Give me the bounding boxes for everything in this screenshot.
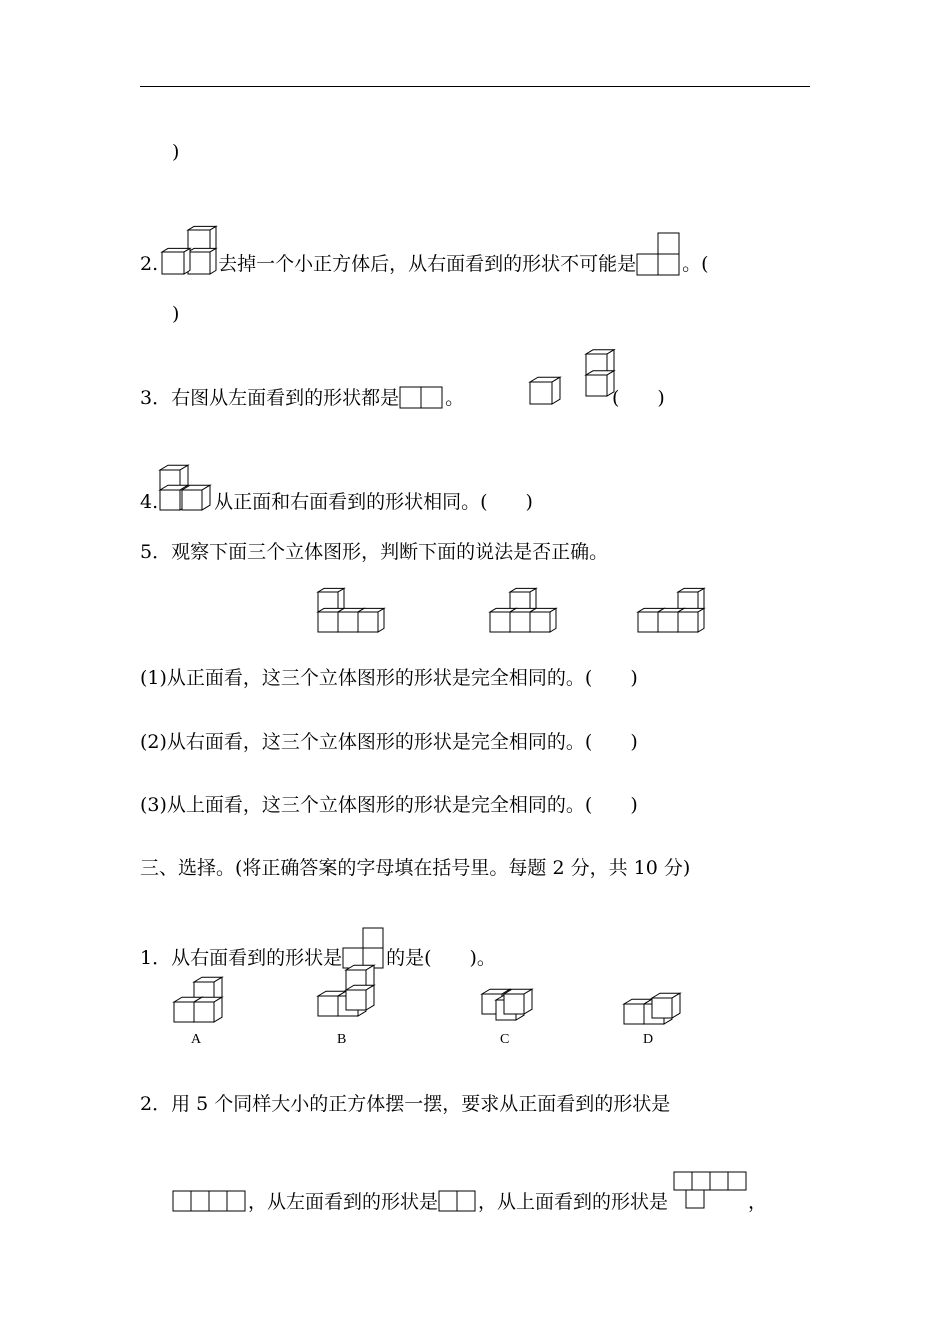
cube-figure-q5-2 bbox=[488, 586, 558, 638]
judge-q2-text: 去掉一个小正方体后，从右面看到的形状不可能是 bbox=[218, 253, 637, 275]
option-label-a: A bbox=[191, 1032, 202, 1047]
judge-q3-tail: ( ) bbox=[612, 387, 665, 409]
cube-figure-q2 bbox=[158, 224, 218, 276]
choice-q1-pre: 1．从右面看到的形状是 bbox=[140, 947, 343, 969]
judge-q2-number: 2. bbox=[140, 253, 159, 275]
option-figure-c bbox=[480, 984, 536, 1026]
choice-q2-line1: 2．用 5 个同样大小的正方体摆一摆，要求从正面看到的形状是 bbox=[140, 1093, 671, 1115]
cube-figure-q5-3 bbox=[636, 586, 706, 638]
top-view-shape bbox=[668, 1170, 748, 1214]
choice-q2-part1: ，从左面看到的形状是 bbox=[248, 1191, 439, 1213]
option-label-c: C bbox=[500, 1032, 510, 1047]
section3-heading: 三、选择。(将正确答案的字母填在括号里。每题 2 分，共 10 分) bbox=[140, 857, 691, 879]
view-shape-q3 bbox=[399, 386, 445, 410]
cube-figure-q5-1 bbox=[316, 586, 386, 638]
choice-q2-part2: ，从上面看到的形状是 bbox=[478, 1191, 669, 1213]
view-shape-q2 bbox=[636, 232, 682, 276]
front-view-shape bbox=[172, 1190, 248, 1214]
choice-q2-part3: ， bbox=[748, 1191, 768, 1213]
judge-q5-sub-3: (3)从上面看，这三个立体图形的形状是完全相同的。( ) bbox=[140, 794, 638, 816]
option-figure-a bbox=[172, 972, 226, 1026]
choice-q2-line2 bbox=[172, 1170, 767, 1214]
judge-q4-number: 4. bbox=[140, 491, 159, 513]
judge-q3-mid: 。 bbox=[445, 387, 465, 409]
judge-q4 bbox=[140, 466, 533, 514]
header-rule bbox=[140, 86, 810, 87]
option-label-d: D bbox=[643, 1032, 654, 1047]
prev-question-tail: ) bbox=[172, 141, 180, 163]
judge-q4-text: 从正面和右面看到的形状相同。( ) bbox=[214, 491, 533, 513]
judge-q3-text: 3．右图从左面看到的形状都是 bbox=[140, 387, 400, 409]
judge-q2-tail: 。( bbox=[682, 253, 709, 275]
choice-q1 bbox=[140, 926, 496, 970]
cube-figure-q4 bbox=[158, 466, 214, 514]
judge-q3 bbox=[140, 386, 464, 410]
view-shape-choice-q1 bbox=[342, 926, 386, 970]
option-figure-b bbox=[316, 966, 378, 1026]
cube-figure-q3-a bbox=[528, 368, 568, 408]
judge-q5: 5．观察下面三个立体图形，判断下面的说法是否正确。 bbox=[140, 541, 609, 563]
judge-q2 bbox=[140, 224, 709, 276]
option-label-b: B bbox=[337, 1032, 347, 1047]
judge-q5-sub-1: (1)从正面看，这三个立体图形的形状是完全相同的。( ) bbox=[140, 667, 638, 689]
judge-q5-sub-2: (2)从右面看，这三个立体图形的形状是完全相同的。( ) bbox=[140, 731, 638, 753]
option-figure-d bbox=[622, 986, 684, 1026]
choice-q1-post: 的是( )。 bbox=[386, 947, 496, 969]
left-view-shape bbox=[438, 1190, 478, 1214]
judge-q2-close: ) bbox=[172, 303, 180, 325]
